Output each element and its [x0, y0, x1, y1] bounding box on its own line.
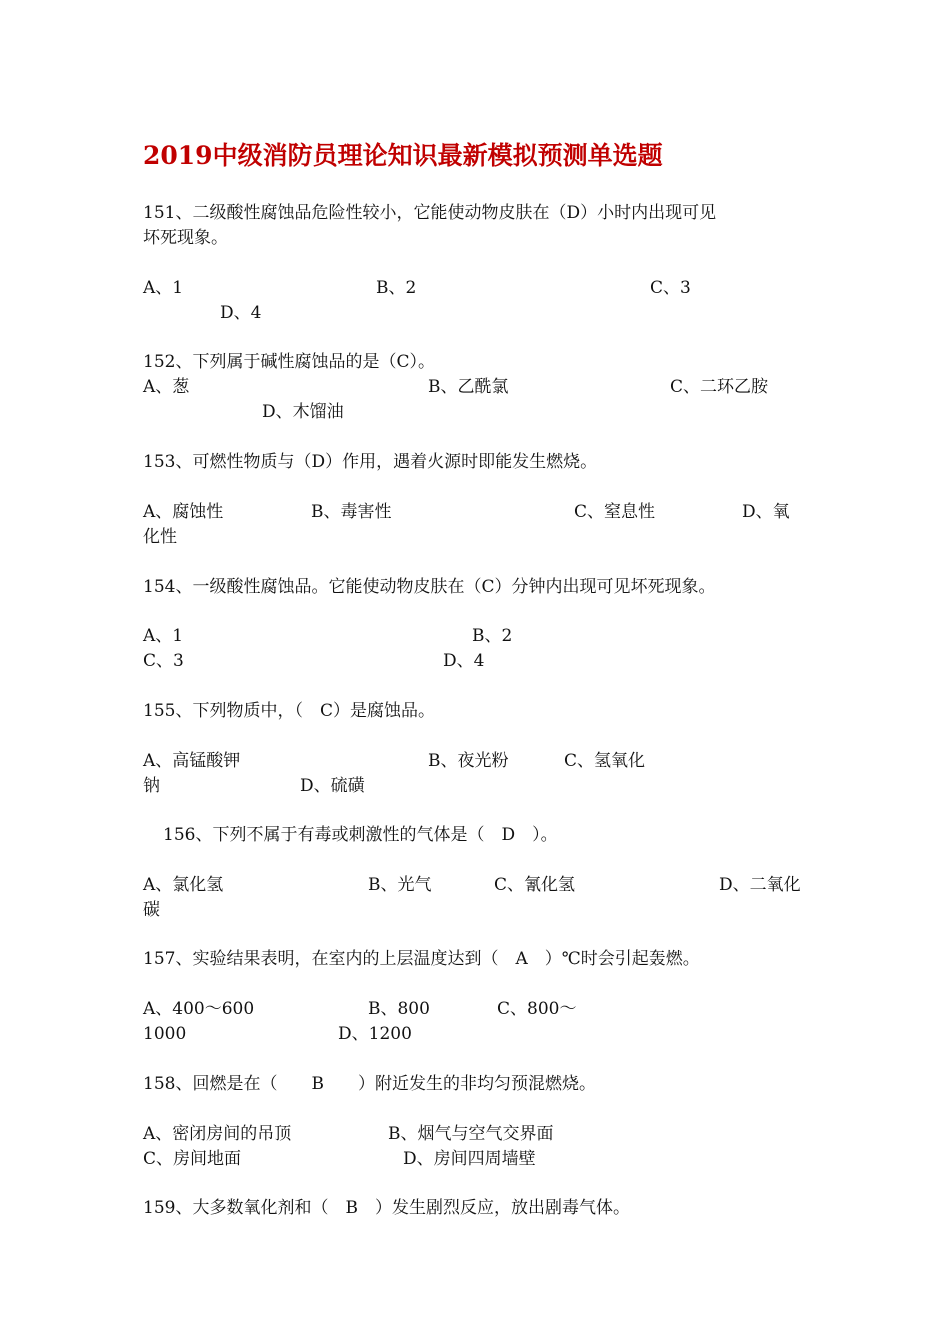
question-157-option-b: B、800 — [368, 999, 430, 1019]
question-152-option-b: B、乙酰氯 — [428, 377, 509, 397]
question-156-option-b: B、光气 — [368, 875, 432, 895]
question-152-stem: 152、下列属于碱性腐蚀品的是（C）。 — [143, 352, 435, 372]
question-152-option-d: D、木馏油 — [262, 402, 344, 422]
question-151-option-a: A、1 — [143, 278, 184, 298]
question-157-option-c: C、800～ — [497, 999, 577, 1019]
question-155-option-a: A、高锰酸钾 — [143, 751, 241, 771]
question-151-option-b: B、2 — [376, 278, 417, 298]
question-158-option-a: A、密闭房间的吊顶 — [143, 1124, 292, 1144]
question-156-option-a: A、氯化氢 — [143, 875, 224, 895]
question-151-stem-cont: 坏死现象。 — [143, 228, 228, 248]
question-156-stem: 156、下列不属于有毒或刺激性的气体是（ D ）。 — [163, 825, 558, 845]
question-152-option-c: C、二环乙胺 — [670, 377, 769, 397]
question-151-option-d: D、4 — [220, 303, 262, 323]
question-154-option-c: C、3 — [143, 651, 184, 671]
question-158-option-d: D、房间四周墙壁 — [403, 1149, 536, 1169]
question-155-option-b: B、夜光粉 — [428, 751, 509, 771]
question-151-stem: 151、二级酸性腐蚀品危险性较小，它能使动物皮肤在（D）小时内出现可见 — [143, 203, 717, 223]
question-151-option-c: C、3 — [650, 278, 691, 298]
question-157-option-d: D、1200 — [338, 1024, 412, 1044]
question-154-option-b: B、2 — [472, 626, 513, 646]
question-157-stem: 157、实验结果表明，在室内的上层温度达到（ A ）℃时会引起轰燃。 — [143, 949, 700, 969]
question-157-option-c-cont: 1000 — [143, 1024, 187, 1044]
question-152-option-a: A、葱 — [143, 377, 190, 397]
question-158-option-b: B、烟气与空气交界面 — [388, 1124, 554, 1144]
question-153-option-c: C、窒息性 — [574, 502, 656, 522]
question-155-option-c: C、氢氧化 — [564, 751, 646, 771]
question-154-stem: 154、一级酸性腐蚀品。它能使动物皮肤在（C）分钟内出现可见坏死现象。 — [143, 577, 716, 597]
question-158-stem: 158、回燃是在（ B ）附近发生的非均匀预混燃烧。 — [143, 1074, 596, 1094]
question-156-option-d: D、二氧化 — [719, 875, 801, 895]
question-154-option-d: D、4 — [443, 651, 485, 671]
question-153-option-d-cont: 化性 — [143, 527, 177, 547]
question-153-option-b: B、毒害性 — [311, 502, 392, 522]
question-156-option-d-cont: 碳 — [143, 900, 160, 920]
question-158-option-c: C、房间地面 — [143, 1149, 242, 1169]
question-159-stem: 159、大多数氧化剂和（ B ）发生剧烈反应，放出剧毒气体。 — [143, 1198, 630, 1218]
document-title: 2019中级消防员理论知识最新模拟预测单选题 — [143, 141, 663, 170]
question-157-option-a: A、400～600 — [143, 999, 255, 1019]
question-155-option-c-cont: 钠 — [143, 776, 160, 796]
question-156-option-c: C、氰化氢 — [494, 875, 576, 895]
question-155-option-d: D、硫磺 — [300, 776, 365, 796]
question-153-option-d: D、氧 — [742, 502, 790, 522]
question-153-option-a: A、腐蚀性 — [143, 502, 224, 522]
question-153-stem: 153、可燃性物质与（D）作用，遇着火源时即能发生燃烧。 — [143, 452, 598, 472]
question-155-stem: 155、下列物质中，（ C）是腐蚀品。 — [143, 701, 435, 721]
question-154-option-a: A、1 — [143, 626, 184, 646]
